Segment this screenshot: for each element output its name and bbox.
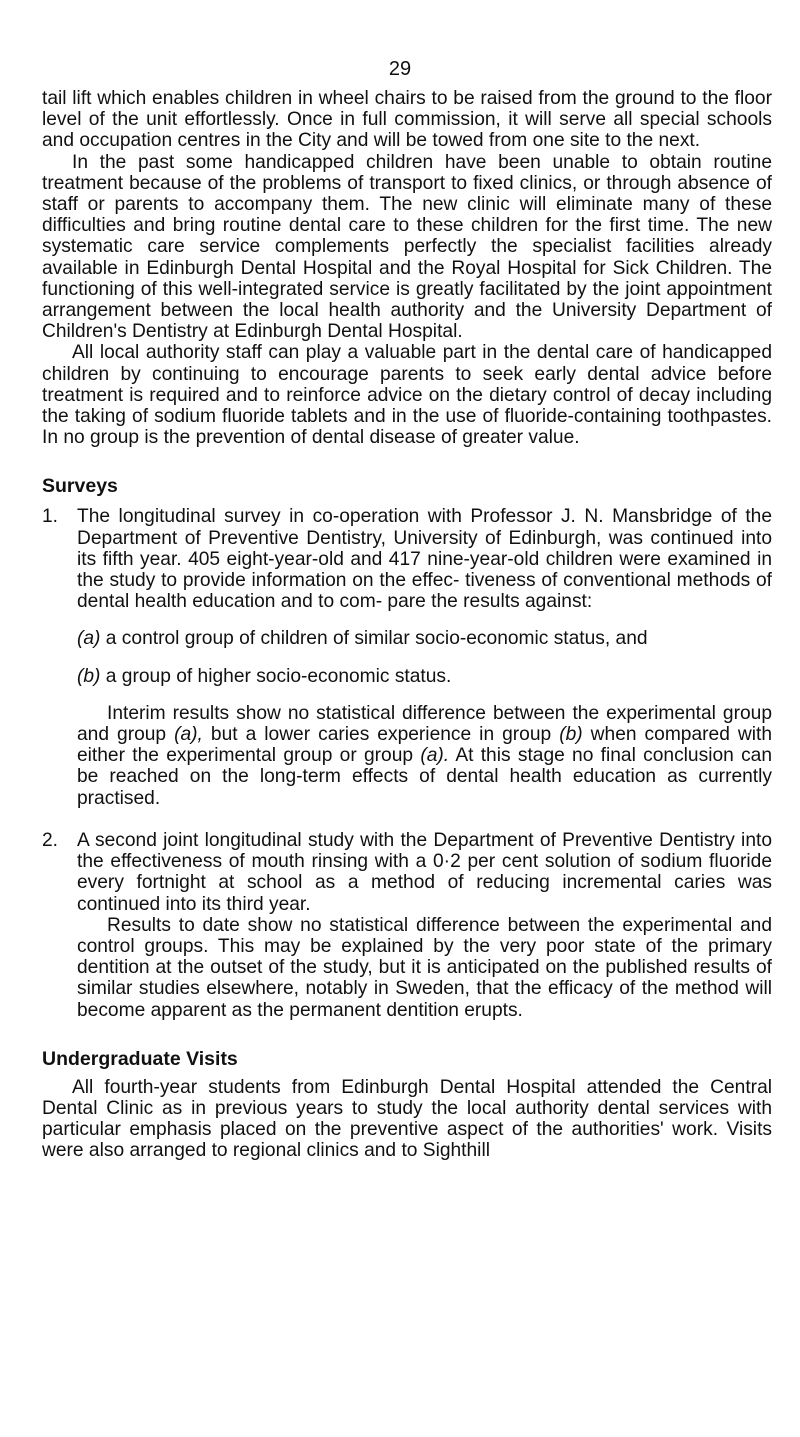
survey-subitem-b <box>77 666 772 687</box>
survey-subitem-a <box>77 628 772 649</box>
survey-item-number: 1. <box>42 506 59 528</box>
paragraph-local-authority-staff: All local authority staff can play a valuable part in the dental care of handicapped children by continuing to encourage parents to seek early dental advice before treatment is required and to reinforce advice on the dietary control of decay including the taking of sodium fluoride tablets and in the use of fluoride-containing toothpastes. In no group is the prevention of dental disease of greater value. <box>42 342 772 449</box>
paragraph-undergraduate-visits: All fourth-year students from Edinburgh Dental Hospital attended the Central Dental Clinic as in previous years to study the local authority dental services with particular emphasis placed on the preventive aspect of the authorities' work. Visits were also arranged to regional clinics and to Sighthill <box>42 1076 772 1162</box>
paragraph-tail-lift: tail lift which enables children in wheel chairs to be raised from the ground to the floor level of the unit effortlessly. Once in full commission, it will serve all special schools and occupation centres in the City and will be towed from one site to the next. <box>42 88 772 152</box>
section-heading-surveys: Surveys <box>42 475 118 498</box>
paragraph-results-to-date: Results to date show no statistical difference between the experimental and control groups. This may be explained by the very poor state of the primary dentition at the outset of the study, but it is anticipated on the published results of similar studies elsewhere, notably in Sweden, that the efficacy of the method will become apparent as the permanent dentition erupts. <box>77 914 772 1021</box>
paragraph-handicapped-transport: In the past some handicapped children have been unable to obtain routine treatment because of the problems of transport to fixed clinics, or through absence of staff or parents to accompany them. The new clinic will eliminate many of these difficulties and bring routine dental care to these children for the first time. The new systematic care service complements perfectly the specialist facilities already available in Edinburgh Dental Hospital and the Royal Hospital for Sick Children. The functioning of this well-integrated service is greatly facilitated by the joint appointment arrangement between the local health authority and the University Department of Children's Dentistry at Edinburgh Dental Hospital. <box>42 151 772 343</box>
section-heading-undergraduate-visits: Undergraduate Visits <box>42 1047 238 1070</box>
survey-item-text: The longitudinal survey in co-operation with Professor J. N. Mansbridge of the Department of Preventive Dentistry, University of Edinburgh, was continued into its fifth year. 405 eight-year-old and 417 nine-year-old children were examined in the study to provide information on the effec- tiveness of conventional methods of dental health education and to com- pare the results against: <box>77 506 772 613</box>
page-number: 29 <box>388 58 412 80</box>
subitem-text: a control group of children of similar socio-economic status, and <box>105 628 648 650</box>
survey-item-1 <box>42 506 772 612</box>
survey-item-number: 2. <box>42 829 59 851</box>
survey-item-text: A second joint longitudinal study with the Department of Preventive Dentistry into the effectiveness of mouth rinsing with a 0·2 per cent solution of sodium fluoride every fortnight at school as a method of reducing incremental caries was continued into its third year. <box>77 829 772 915</box>
subitem-label: (b) <box>77 665 101 687</box>
survey-item-2 <box>42 830 772 915</box>
subitem-text: a group of higher socio-economic status. <box>105 665 452 687</box>
subitem-label: (a) <box>77 628 101 650</box>
paragraph-interim-results: Interim results show no statistical difference between the experimental group and group (a), but a lower caries experience in group (b) when compared with either the experimental group or group (a). At this stage no final conclusion can be reached on the long-term effects of dental health education as currently practised. <box>77 702 773 809</box>
